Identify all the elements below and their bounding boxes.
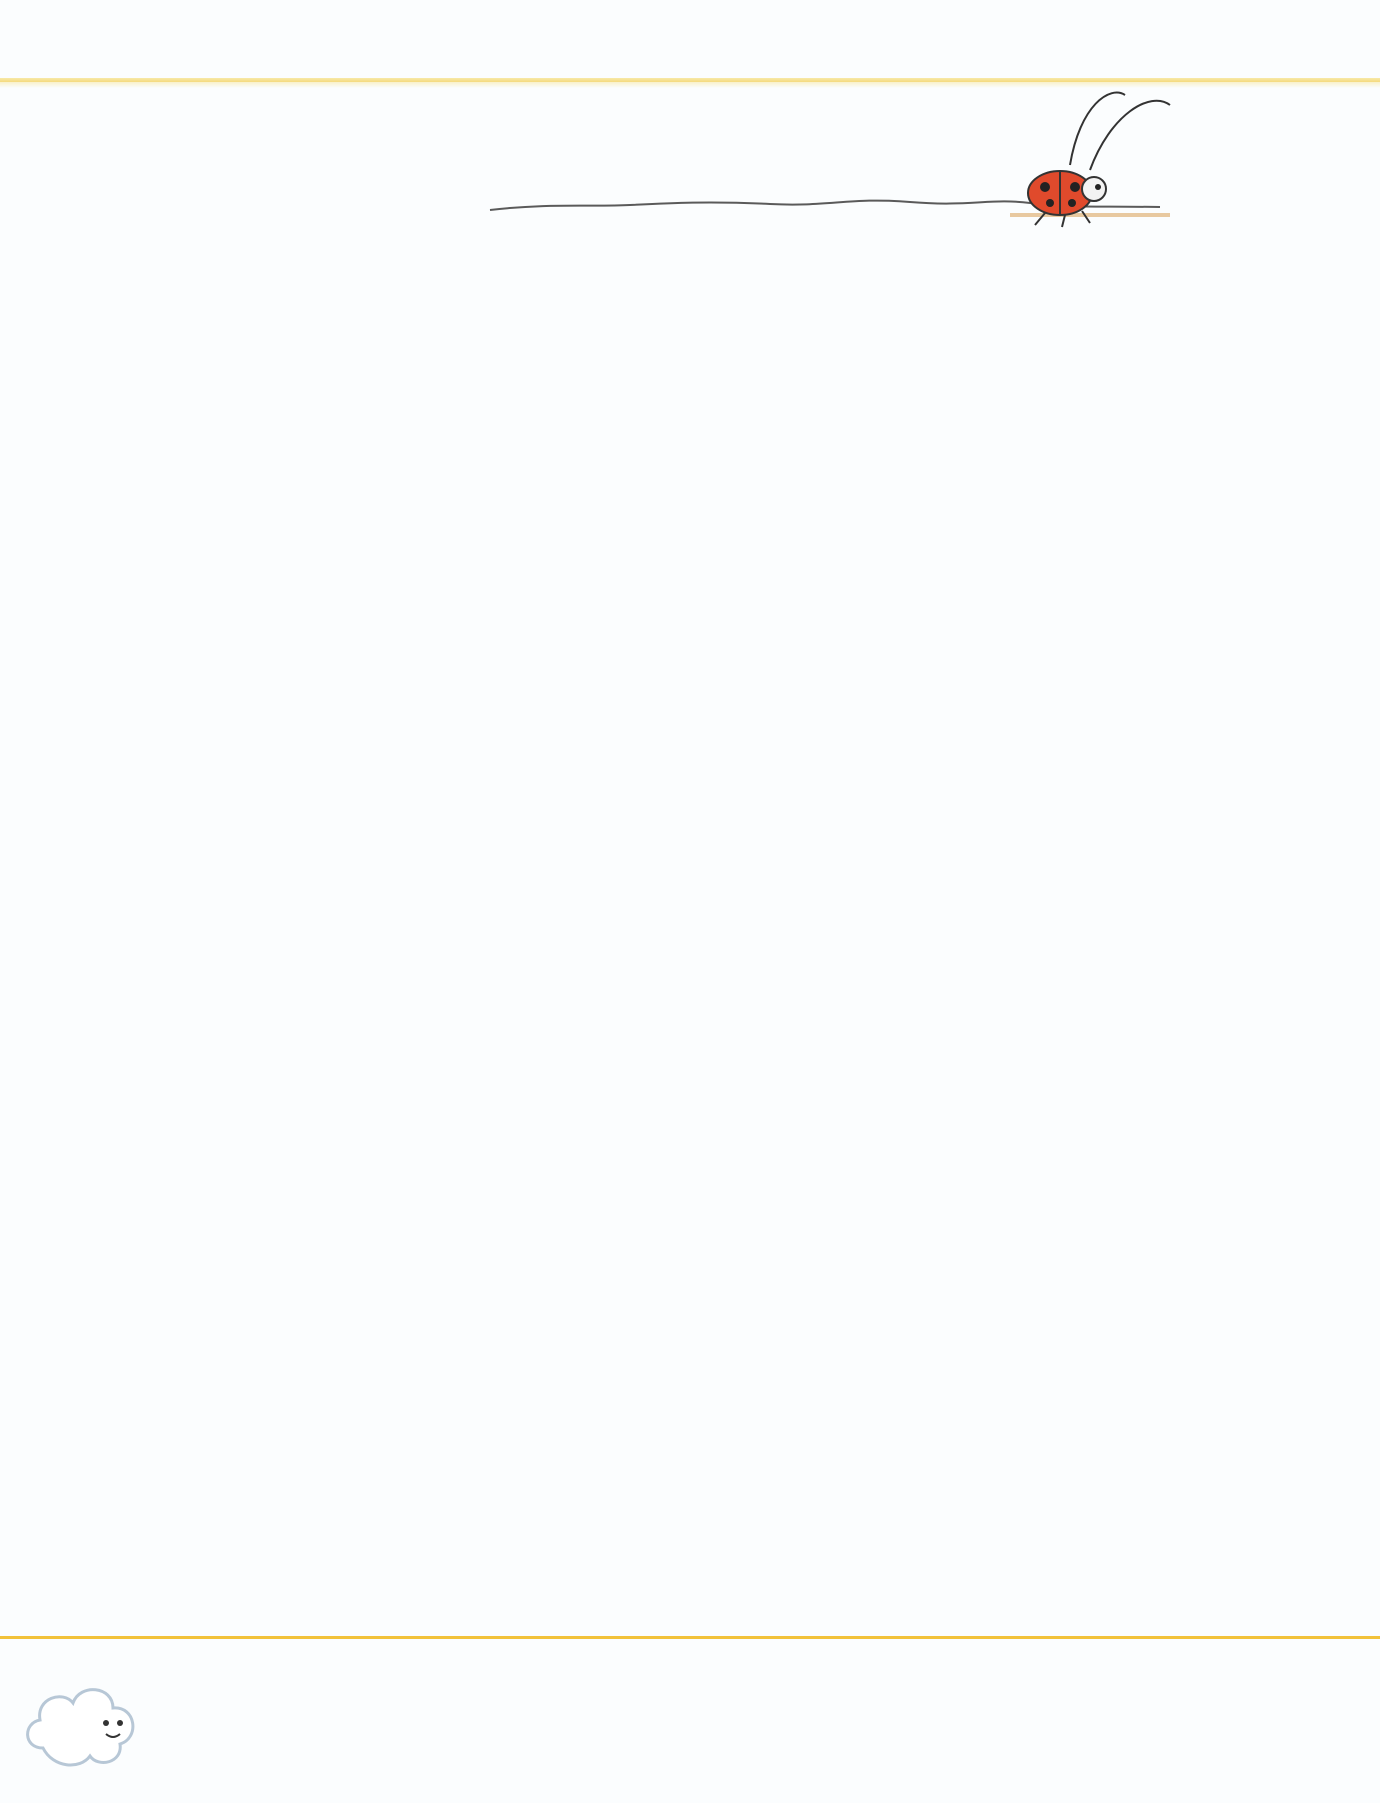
cloud-icon xyxy=(18,1668,143,1778)
bottom-decorative-border xyxy=(0,1636,1380,1803)
top-decorative-border xyxy=(0,0,1380,82)
ladybug-icon xyxy=(470,85,1190,260)
